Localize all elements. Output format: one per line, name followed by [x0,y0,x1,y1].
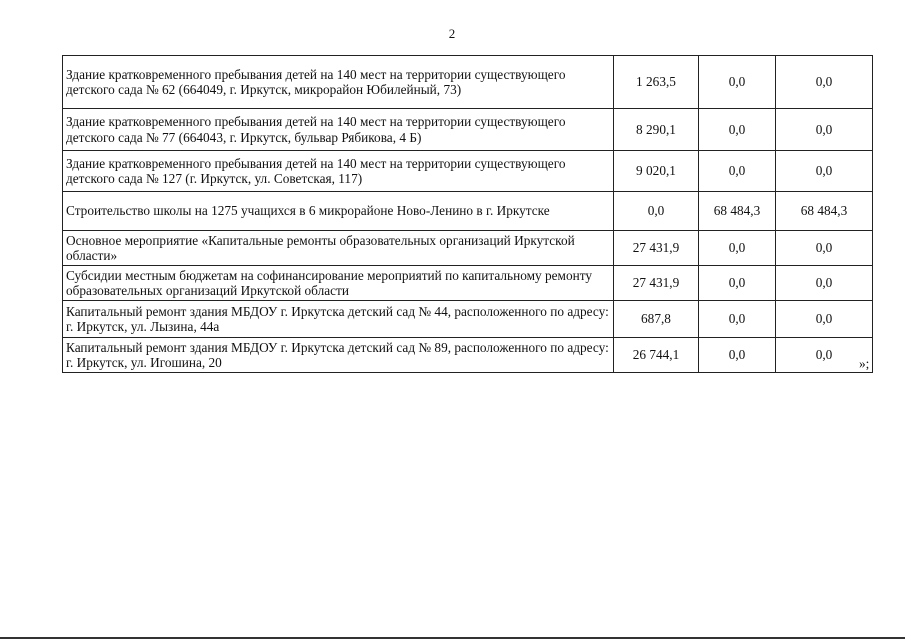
row-description: Здание кратковременного пребывания детей на 140 мест на территории существующего детского сада № 62 (664049, г. Иркутск, микрорайон Юбилейный, 73) [63,56,614,109]
row-value-2: 0,0 [699,231,776,266]
scan-edge-line [0,637,905,639]
table-row [63,109,873,151]
row-value-3: 0,0 [776,56,873,109]
row-value-1: 0,0 [614,192,699,231]
table-row [63,192,873,231]
row-description: Здание кратковременного пребывания детей на 140 мест на территории существующего детского сада № 127 (г. Иркутск, ул. Советская, 117) [63,151,614,192]
table-row [63,56,873,109]
row-value-1: 8 290,1 [614,109,699,151]
row-value-1: 1 263,5 [614,56,699,109]
row-value-2: 0,0 [699,301,776,338]
row-value-1: 9 020,1 [614,151,699,192]
closing-quote-mark: »; [859,356,870,371]
row-value-2: 0,0 [699,56,776,109]
row-description: Здание кратковременного пребывания детей на 140 мест на территории существующего детского сада № 77 (664043, г. Иркутск, бульвар Рябикова, 4 Б) [63,109,614,151]
row-value-2: 68 484,3 [699,192,776,231]
row-value-1: 687,8 [614,301,699,338]
budget-table [62,55,873,373]
row-value-3: 0,0 [776,109,873,151]
row-value-1: 27 431,9 [614,231,699,266]
row-value-2: 0,0 [699,266,776,301]
page-number: 2 [448,26,456,41]
row-value-3: 0,0 [776,151,873,192]
table-row [63,231,873,266]
row-description: Основное мероприятие «Капитальные ремонты образовательных организаций Иркутской области» [63,231,614,266]
row-value-2: 0,0 [699,151,776,192]
row-value-3: 0,0 [776,338,873,373]
table-row [63,338,873,373]
row-description: Субсидии местным бюджетам на софинансирование мероприятий по капитальному ремонту образовательных организаций Иркутской области [63,266,614,301]
row-value-3: 0,0 [776,231,873,266]
table-row [63,151,873,192]
row-value-3: 68 484,3 [776,192,873,231]
table-row [63,266,873,301]
row-description: Капитальный ремонт здания МБДОУ г. Иркутска детский сад № 44, расположенного по адресу: г. Иркутск, ул. Лызина, 44а [63,301,614,338]
table-row [63,301,873,338]
row-value-2: 0,0 [699,338,776,373]
row-value-1: 27 431,9 [614,266,699,301]
row-description: Капитальный ремонт здания МБДОУ г. Иркутска детский сад № 89, расположенного по адресу: г. Иркутск, ул. Игошина, 20 [63,338,614,373]
row-value-3: 0,0 [776,301,873,338]
row-value-1: 26 744,1 [614,338,699,373]
row-value-3: 0,0 [776,266,873,301]
row-description: Строительство школы на 1275 учащихся в 6 микрорайоне Ново-Ленино в г. Иркутске [63,192,614,231]
row-value-2: 0,0 [699,109,776,151]
